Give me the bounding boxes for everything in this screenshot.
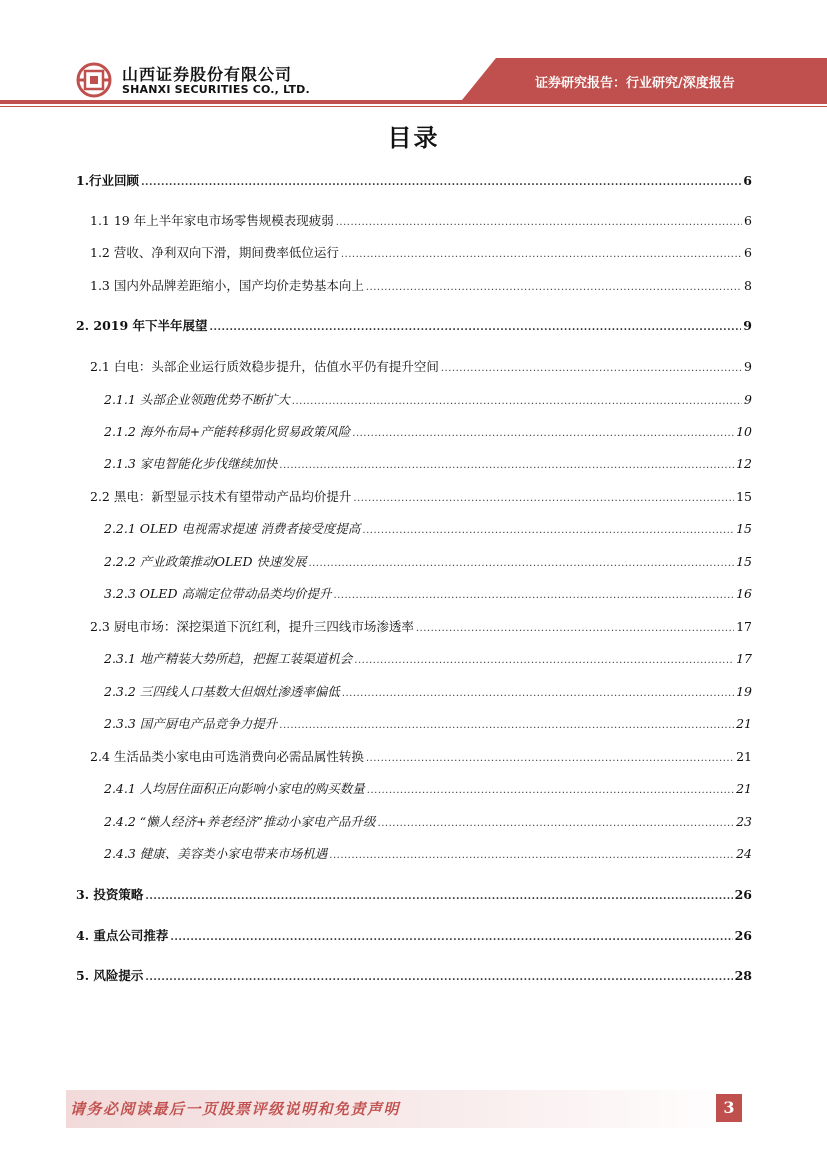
header-rule-thin — [0, 106, 827, 107]
toc-entry-label: 2.4.2 “懒人经济+养老经济”推动小家电产品升级 — [104, 814, 376, 829]
toc-entry-page: 6 — [743, 173, 752, 188]
toc-entry[interactable] — [104, 684, 752, 702]
toc-entry[interactable] — [90, 245, 752, 263]
toc-entry-label: 2.2.1 OLED 电视需求提速 消费者接受度提高 — [104, 521, 361, 536]
toc-entry-page: 12 — [736, 456, 752, 471]
toc-entry-page: 9 — [744, 392, 752, 407]
toc-entry-label: 2.4.1 人均居住面积正向影响小家电的购买数量 — [104, 781, 365, 796]
toc-entry-page: 15 — [736, 521, 752, 536]
toc-leader-dots — [292, 394, 742, 410]
toc-leader-dots — [333, 588, 734, 604]
shanxi-securities-logo-icon — [76, 62, 112, 98]
report-type-label: 证券研究报告：行业研究/深度报告 — [535, 76, 735, 91]
toc-entry-label: 2.3.1 地产精装大势所趋，把握工装渠道机会 — [104, 651, 353, 666]
toc-entry-page: 8 — [744, 278, 752, 293]
toc-leader-dots — [145, 970, 732, 986]
toc-entry-label: 2. 2019 年下半年展望 — [76, 318, 208, 333]
toc-leader-dots — [336, 215, 742, 231]
company-name-en: SHANXI SECURITIES CO., LTD. — [122, 83, 310, 96]
toc-entry[interactable] — [104, 554, 752, 572]
toc-entry-label: 5. 风险提示 — [76, 968, 144, 983]
toc-entry[interactable] — [104, 846, 752, 864]
toc-entry[interactable] — [104, 521, 752, 539]
page-number: 3 — [716, 1094, 742, 1122]
toc-leader-dots — [329, 848, 734, 864]
toc-entry-page: 21 — [736, 749, 752, 764]
company-name-cn: 山西证券股份有限公司 — [122, 65, 293, 84]
toc-entry[interactable] — [90, 619, 752, 637]
toc-leader-dots — [366, 751, 734, 767]
toc-entry[interactable] — [104, 392, 752, 410]
toc-entry-page: 23 — [736, 814, 752, 829]
toc-leader-dots — [279, 718, 734, 734]
toc-entry-label: 2.1.2 海外布局+产能转移弱化贸易政策风险 — [104, 424, 351, 439]
toc-entry[interactable] — [76, 928, 752, 946]
toc-entry-page: 9 — [744, 359, 752, 374]
toc-entry[interactable] — [90, 489, 752, 507]
toc-entry-label: 2.3.3 国产厨电产品竞争力提升 — [104, 716, 278, 731]
toc-entry-label: 2.2 黑电：新型显示技术有望带动产品均价提升 — [90, 489, 352, 504]
toc-entry-label: 2.1.3 家电智能化步伐继续加快 — [104, 456, 278, 471]
toc-entry-label: 1.3 国内外品牌差距缩小，国产均价走势基本向上 — [90, 278, 364, 293]
page-title: 目录 — [387, 124, 440, 152]
toc-leader-dots — [352, 426, 734, 442]
toc-entry[interactable] — [104, 456, 752, 474]
toc-leader-dots — [362, 523, 734, 539]
toc-entry-page: 24 — [736, 846, 752, 861]
toc-leader-dots — [210, 320, 742, 336]
toc-entry[interactable] — [90, 749, 752, 767]
toc-leader-dots — [145, 889, 732, 905]
toc-entry[interactable] — [76, 318, 752, 336]
toc-entry-label: 2.4.3 健康、美容类小家电带来市场机遇 — [104, 846, 328, 861]
toc-entry-page: 19 — [736, 684, 752, 699]
toc-entry-page: 6 — [744, 213, 752, 228]
toc-leader-dots — [441, 361, 742, 377]
toc-entry-label: 1.行业回顾 — [76, 173, 140, 188]
toc-entry-page: 15 — [736, 554, 752, 569]
toc-entry[interactable] — [90, 213, 752, 231]
toc-leader-dots — [416, 621, 734, 637]
toc-entry-label: 2.2.2 产业政策推动OLED 快速发展 — [104, 554, 307, 569]
toc-entry-label: 2.3.2 三四线人口基数大但烟灶渗透率偏低 — [104, 684, 340, 699]
toc-entry[interactable] — [104, 781, 752, 799]
toc-leader-dots — [308, 556, 734, 572]
toc-entry-page: 17 — [736, 651, 752, 666]
toc-entry[interactable] — [104, 424, 752, 442]
toc-leader-dots — [279, 458, 734, 474]
toc-entry[interactable] — [104, 716, 752, 734]
toc-entry-page: 17 — [736, 619, 752, 634]
toc-entry-label: 1.2 营收、净利双向下滑，期间费率低位运行 — [90, 245, 339, 260]
toc-leader-dots — [141, 175, 741, 191]
toc-entry-page: 28 — [734, 968, 752, 983]
toc-leader-dots — [341, 247, 742, 263]
toc-entry[interactable] — [104, 586, 752, 604]
toc-entry-label: 3.2.3 OLED 高端定位带动品类均价提升 — [104, 586, 332, 601]
page-header — [0, 0, 827, 110]
toc-entry-label: 2.3 厨电市场：深挖渠道下沉红利，提升三四线市场渗透率 — [90, 619, 414, 634]
toc-entry-page: 21 — [736, 781, 752, 796]
toc-entry[interactable] — [76, 173, 752, 191]
toc-entry-label: 2.4 生活品类小家电由可选消费向必需品属性转换 — [90, 749, 364, 764]
toc-entry[interactable] — [76, 968, 752, 986]
toc-entry-label: 3. 投资策略 — [76, 887, 144, 902]
toc-leader-dots — [367, 783, 734, 799]
toc-entry-page: 15 — [736, 489, 752, 504]
toc-leader-dots — [353, 491, 734, 507]
toc-leader-dots — [342, 686, 734, 702]
toc-entry-page: 26 — [734, 887, 752, 902]
toc-leader-dots — [354, 653, 734, 669]
toc-entry-page: 16 — [736, 586, 752, 601]
toc-entry-label: 2.1.1 头部企业领跑优势不断扩大 — [104, 392, 290, 407]
toc-entry[interactable] — [90, 359, 752, 377]
toc-entry-page: 6 — [744, 245, 752, 260]
toc-entry[interactable] — [76, 887, 752, 905]
toc-entry-label: 2.1 白电：头部企业运行质效稳步提升，估值水平仍有提升空间 — [90, 359, 439, 374]
toc-leader-dots — [366, 280, 742, 296]
toc-entry-page: 10 — [736, 424, 752, 439]
header-rule — [0, 100, 827, 104]
disclaimer-notice: 请务必阅读最后一页股票评级说明和免责声明 — [70, 1100, 401, 1118]
toc-entry[interactable] — [104, 651, 752, 669]
toc-entry-page: 9 — [743, 318, 752, 333]
toc-entry-label: 4. 重点公司推荐 — [76, 928, 169, 943]
toc-leader-dots — [170, 930, 732, 946]
toc-entry-page: 21 — [736, 716, 752, 731]
toc-leader-dots — [378, 816, 735, 832]
toc-entry[interactable] — [90, 278, 752, 296]
toc-entry-page: 26 — [734, 928, 752, 943]
toc-entry-label: 1.1 19 年上半年家电市场零售规模表现疲弱 — [90, 213, 334, 228]
toc-entry[interactable] — [104, 814, 752, 832]
